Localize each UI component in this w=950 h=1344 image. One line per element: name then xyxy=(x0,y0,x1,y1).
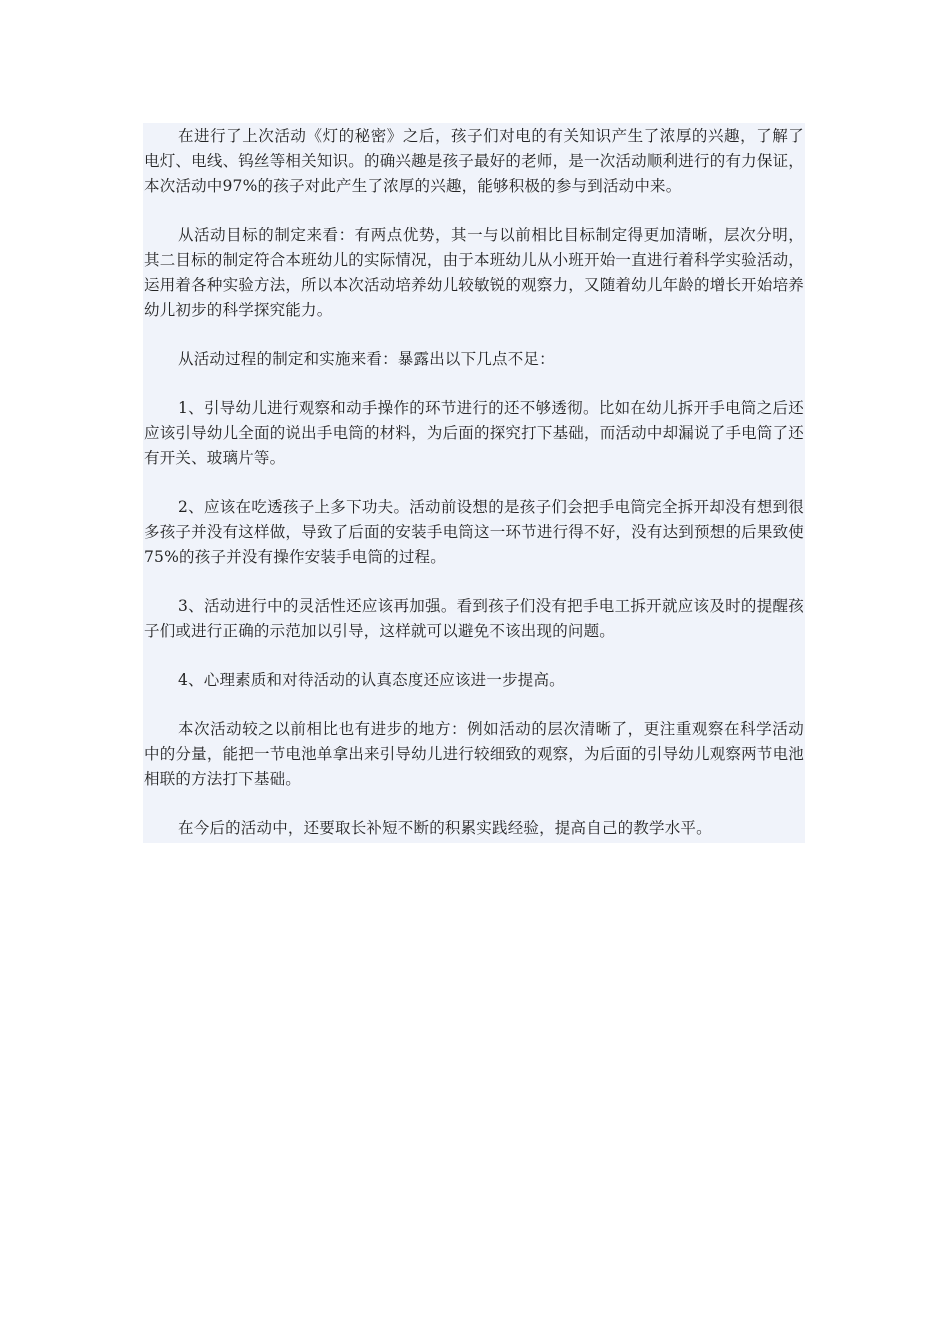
paragraph-conclusion: 在今后的活动中，还要取长补短不断的积累实践经验，提高自己的教学水平。 xyxy=(178,819,712,837)
document-text-block xyxy=(143,123,805,843)
paragraph-progress: 本次活动较之以前相比也有进步的地方：例如活动的层次清晰了，更注重观察在科学活动中的分量，能把一节电池单拿出来引导幼儿进行较细致的观察，为后面的引导幼儿观察两节电池相联的方法打下基础。 xyxy=(144,720,804,788)
paragraph-intro: 在进行了上次活动《灯的秘密》之后，孩子们对电的有关知识产生了浓厚的兴趣，了解了电灯、电线、钨丝等相关知识。的确兴趣是孩子最好的老师，是一次活动顺利进行的有力保证，本次活动中97%的孩子对此产生了浓厚的兴趣，能够积极的参与到活动中来。 xyxy=(144,127,804,195)
paragraph-point-2: 2、应该在吃透孩子上多下功夫。活动前设想的是孩子们会把手电筒完全拆开却没有想到很多孩子并没有这样做，导致了后面的安装手电筒这一环节进行得不好，没有达到预想的后果致使75%的孩子并没有操作安装手电筒的过程。 xyxy=(144,498,804,566)
paragraph-point-4: 4、心理素质和对待活动的认真态度还应该进一步提高。 xyxy=(178,671,565,689)
paragraph-process: 从活动过程的制定和实施来看：暴露出以下几点不足： xyxy=(178,350,555,368)
paragraph-point-1: 1、引导幼儿进行观察和动手操作的环节进行的还不够透彻。比如在幼儿拆开手电筒之后还应该引导幼儿全面的说出手电筒的材料，为后面的探究打下基础，而活动中却漏说了手电筒了还有开关、玻璃片等。 xyxy=(144,399,804,467)
paragraph-goals: 从活动目标的制定来看：有两点优势，其一与以前相比目标制定得更加清晰，层次分明，其二目标的制定符合本班幼儿的实际情况，由于本班幼儿从小班开始一直进行着科学实验活动，运用着各种实验方法，所以本次活动培养幼儿较敏锐的观察力，又随着幼儿年龄的增长开始培养幼儿初步的科学探究能力。 xyxy=(144,226,804,319)
paragraph-point-3: 3、活动进行中的灵活性还应该再加强。看到孩子们没有把手电工拆开就应该及时的提醒孩子们或进行正确的示范加以引导，这样就可以避免不该出现的问题。 xyxy=(144,597,804,640)
